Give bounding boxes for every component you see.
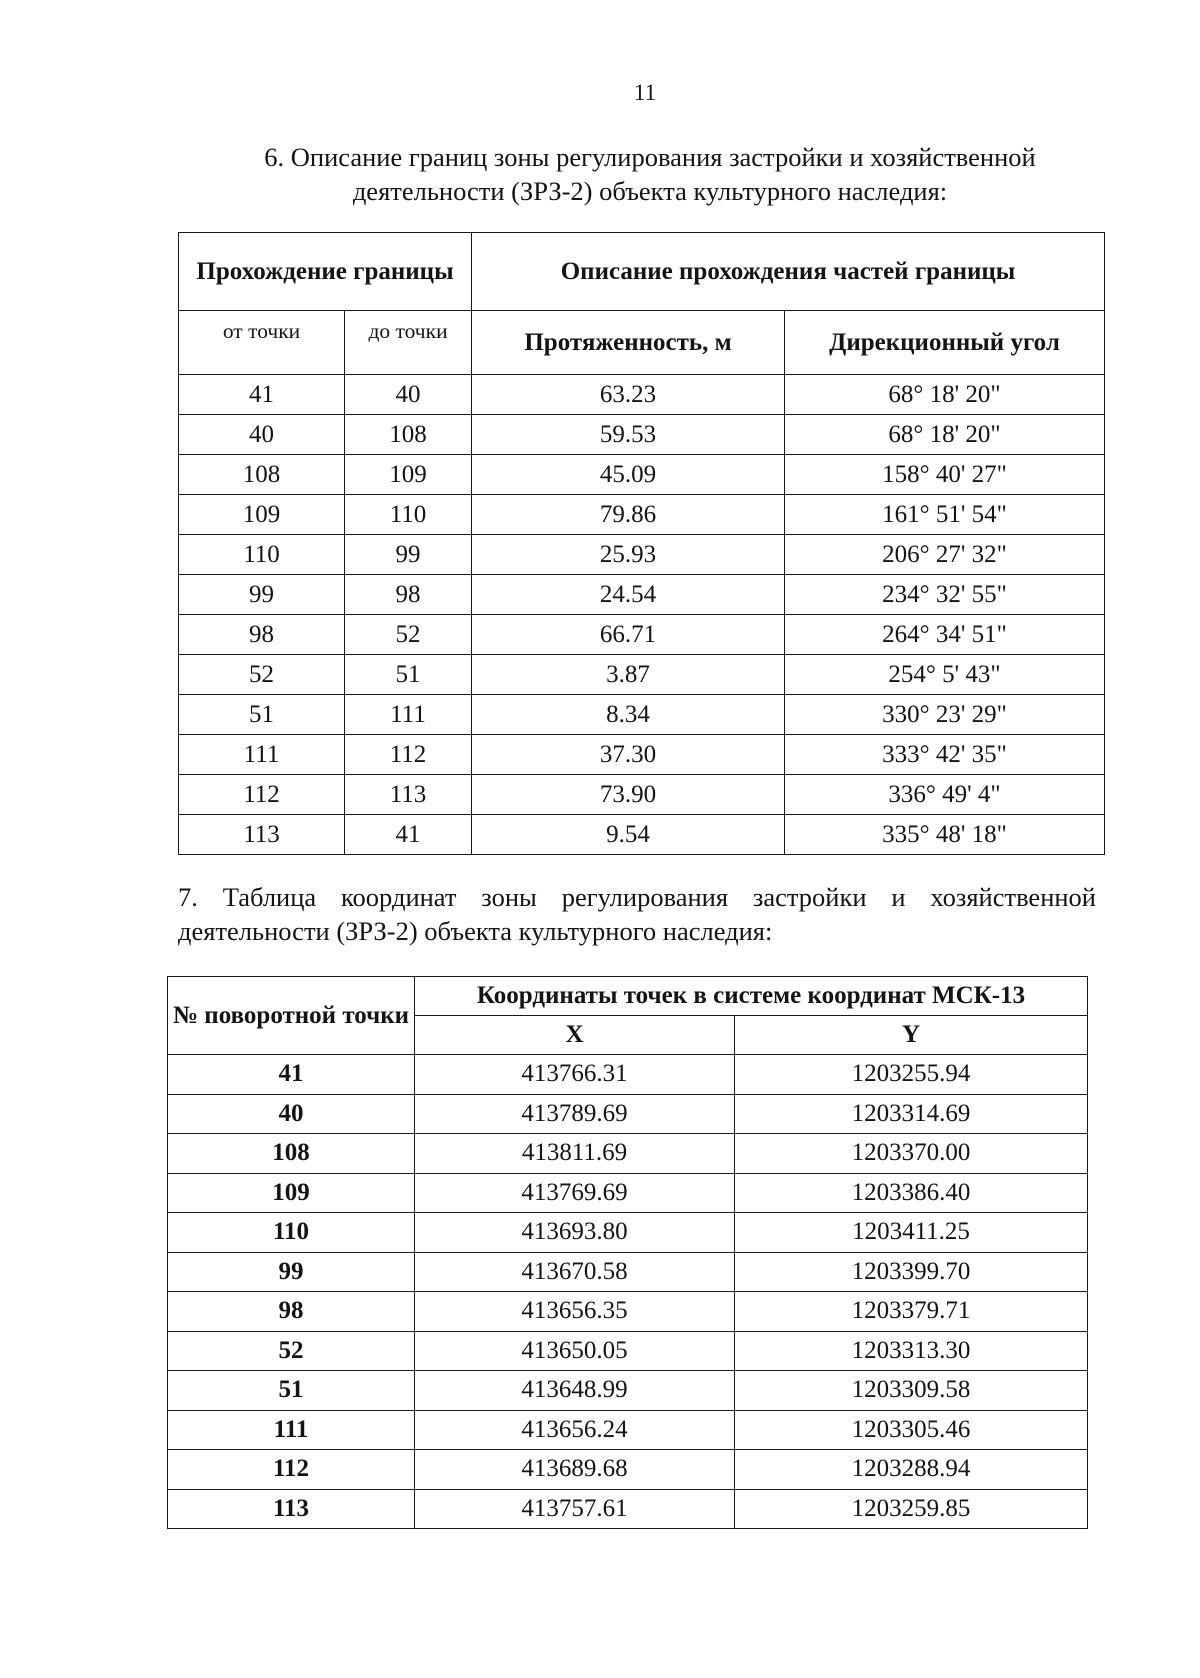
point-number-cell: 41 — [168, 1055, 415, 1095]
point-number-cell: 99 — [168, 1252, 415, 1292]
to-point-cell: 40 — [345, 375, 472, 415]
length-cell: 59.53 — [472, 415, 785, 455]
header-x: X — [415, 1016, 735, 1055]
x-coordinate-cell: 413650.05 — [415, 1331, 735, 1371]
point-number-cell: 111 — [168, 1410, 415, 1450]
table-row — [168, 1292, 1088, 1332]
y-coordinate-cell: 1203379.71 — [735, 1292, 1088, 1332]
section-6-heading-line1: 6. Описание границ зоны регулирования застройки и хозяйственной — [264, 142, 1036, 172]
table-row — [179, 415, 1105, 455]
from-point-cell: 99 — [179, 575, 345, 615]
to-point-cell: 99 — [345, 535, 472, 575]
angle-cell: 234° 32' 55" — [785, 575, 1105, 615]
table-row — [168, 1252, 1088, 1292]
table-row — [168, 1410, 1088, 1450]
point-number-cell: 110 — [168, 1213, 415, 1253]
header-description: Описание прохождения частей границы — [472, 233, 1105, 311]
to-point-cell: 98 — [345, 575, 472, 615]
y-coordinate-cell: 1203386.40 — [735, 1173, 1088, 1213]
length-cell: 8.34 — [472, 695, 785, 735]
table-row — [179, 655, 1105, 695]
y-coordinate-cell: 1203370.00 — [735, 1134, 1088, 1174]
section-6-heading — [180, 140, 1120, 208]
point-number-cell: 112 — [168, 1450, 415, 1490]
to-point-cell: 52 — [345, 615, 472, 655]
from-point-cell: 98 — [179, 615, 345, 655]
from-point-cell: 108 — [179, 455, 345, 495]
header-passage: Прохождение границы — [179, 233, 472, 311]
from-point-cell: 113 — [179, 815, 345, 855]
x-coordinate-cell: 413648.99 — [415, 1371, 735, 1411]
y-coordinate-cell: 1203314.69 — [735, 1094, 1088, 1134]
page-number: 11 — [633, 80, 657, 105]
x-coordinate-cell: 413656.24 — [415, 1410, 735, 1450]
x-coordinate-cell: 413789.69 — [415, 1094, 735, 1134]
to-point-cell: 109 — [345, 455, 472, 495]
length-cell: 3.87 — [472, 655, 785, 695]
y-coordinate-cell: 1203313.30 — [735, 1331, 1088, 1371]
to-point-cell: 110 — [345, 495, 472, 535]
point-number-cell: 52 — [168, 1331, 415, 1371]
y-coordinate-cell: 1203399.70 — [735, 1252, 1088, 1292]
angle-cell: 330° 23' 29" — [785, 695, 1105, 735]
point-number-cell: 98 — [168, 1292, 415, 1332]
angle-cell: 68° 18' 20" — [785, 375, 1105, 415]
x-coordinate-cell: 413689.68 — [415, 1450, 735, 1490]
from-point-cell: 52 — [179, 655, 345, 695]
length-cell: 79.86 — [472, 495, 785, 535]
from-point-cell: 51 — [179, 695, 345, 735]
angle-cell: 68° 18' 20" — [785, 415, 1105, 455]
point-number-cell: 51 — [168, 1371, 415, 1411]
x-coordinate-cell: 413811.69 — [415, 1134, 735, 1174]
length-cell: 45.09 — [472, 455, 785, 495]
to-point-cell: 112 — [345, 735, 472, 775]
table-row — [168, 1134, 1088, 1174]
length-cell: 24.54 — [472, 575, 785, 615]
angle-cell: 336° 49' 4" — [785, 775, 1105, 815]
length-cell: 66.71 — [472, 615, 785, 655]
boundary-description-table — [178, 232, 1105, 855]
length-cell: 37.30 — [472, 735, 785, 775]
from-point-cell: 40 — [179, 415, 345, 455]
angle-cell: 264° 34' 51" — [785, 615, 1105, 655]
from-point-cell: 110 — [179, 535, 345, 575]
coordinates-table — [167, 976, 1088, 1529]
length-cell: 9.54 — [472, 815, 785, 855]
angle-cell: 158° 40' 27" — [785, 455, 1105, 495]
y-coordinate-cell: 1203288.94 — [735, 1450, 1088, 1490]
table-row — [168, 1055, 1088, 1095]
header-to-point: до точки — [345, 311, 472, 375]
header-angle: Дирекционный угол — [785, 311, 1105, 375]
header-length: Протяженность, м — [472, 311, 785, 375]
from-point-cell: 41 — [179, 375, 345, 415]
point-number-cell: 113 — [168, 1489, 415, 1529]
angle-cell: 335° 48' 18" — [785, 815, 1105, 855]
table-row — [179, 815, 1105, 855]
to-point-cell: 51 — [345, 655, 472, 695]
section-7-heading: 7. Таблица координат зоны регулирования застройки и хозяйственной деятельности (ЗРЗ-2) объекта культурного наследия: — [178, 882, 1096, 946]
table-row — [168, 1213, 1088, 1253]
coordinates-table-body — [168, 1055, 1088, 1529]
y-coordinate-cell: 1203259.85 — [735, 1489, 1088, 1529]
boundary-table-body — [179, 375, 1105, 855]
table-row — [179, 775, 1105, 815]
angle-cell: 333° 42' 35" — [785, 735, 1105, 775]
header-from-point: от точки — [179, 311, 345, 375]
table-row — [179, 695, 1105, 735]
from-point-cell: 109 — [179, 495, 345, 535]
to-point-cell: 113 — [345, 775, 472, 815]
table-row — [168, 1371, 1088, 1411]
length-cell: 63.23 — [472, 375, 785, 415]
table-row — [179, 575, 1105, 615]
table-row — [168, 1450, 1088, 1490]
y-coordinate-cell: 1203255.94 — [735, 1055, 1088, 1095]
section-6-heading-line2: деятельности (ЗРЗ-2) объекта культурного наследия: — [352, 176, 948, 206]
x-coordinate-cell: 413757.61 — [415, 1489, 735, 1529]
header-y: Y — [735, 1016, 1088, 1055]
to-point-cell: 111 — [345, 695, 472, 735]
table-row — [179, 735, 1105, 775]
table-row — [179, 615, 1105, 655]
table-row — [168, 1094, 1088, 1134]
table-row — [179, 535, 1105, 575]
angle-cell: 206° 27' 32" — [785, 535, 1105, 575]
point-number-cell: 109 — [168, 1173, 415, 1213]
table-row — [179, 455, 1105, 495]
x-coordinate-cell: 413656.35 — [415, 1292, 735, 1332]
angle-cell: 161° 51' 54" — [785, 495, 1105, 535]
x-coordinate-cell: 413670.58 — [415, 1252, 735, 1292]
table-row — [179, 375, 1105, 415]
from-point-cell: 112 — [179, 775, 345, 815]
y-coordinate-cell: 1203305.46 — [735, 1410, 1088, 1450]
y-coordinate-cell: 1203411.25 — [735, 1213, 1088, 1253]
x-coordinate-cell: 413693.80 — [415, 1213, 735, 1253]
y-coordinate-cell: 1203309.58 — [735, 1371, 1088, 1411]
table-row — [168, 1331, 1088, 1371]
angle-cell: 254° 5' 43" — [785, 655, 1105, 695]
x-coordinate-cell: 413769.69 — [415, 1173, 735, 1213]
header-turning-point: № поворотной точки — [168, 977, 415, 1055]
to-point-cell: 41 — [345, 815, 472, 855]
length-cell: 25.93 — [472, 535, 785, 575]
x-coordinate-cell: 413766.31 — [415, 1055, 735, 1095]
table-row — [179, 495, 1105, 535]
table-row — [168, 1489, 1088, 1529]
to-point-cell: 108 — [345, 415, 472, 455]
point-number-cell: 108 — [168, 1134, 415, 1174]
from-point-cell: 111 — [179, 735, 345, 775]
table-row — [168, 1173, 1088, 1213]
header-coordinates: Координаты точек в системе координат МСК-13 — [415, 977, 1088, 1016]
point-number-cell: 40 — [168, 1094, 415, 1134]
length-cell: 73.90 — [472, 775, 785, 815]
